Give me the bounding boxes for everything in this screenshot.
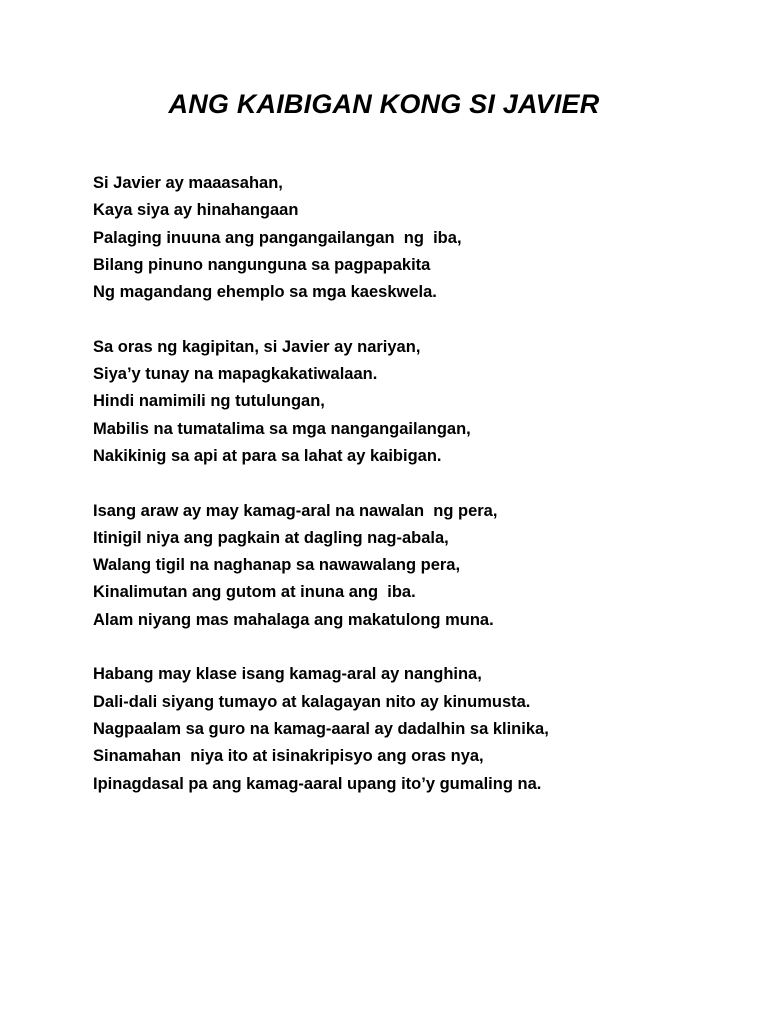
poem-line: Ipinagdasal pa ang kamag-aaral upang ito’y gumaling na. <box>93 774 542 793</box>
poem-body <box>93 170 733 825</box>
poem-line: Ng magandang ehemplo sa mga kaeskwela. <box>93 283 437 302</box>
poem-line: Palaging inuuna ang pangangailangan ng iba, <box>93 228 462 247</box>
stanza-1 <box>93 170 733 306</box>
poem-line: Kinalimutan ang gutom at inuna ang iba. <box>93 583 416 602</box>
poem-line: Kaya siya ay hinahangaan <box>93 201 299 220</box>
poem-line: Habang may klase isang kamag-aral ay nanghina, <box>93 665 482 684</box>
poem-line: Sa oras ng kagipitan, si Javier ay nariyan, <box>93 337 421 356</box>
poem-line: Walang tigil na naghanap sa nawawalang pera, <box>93 556 461 575</box>
poem-line: Isang araw ay may kamag-aral na nawalan ng pera, <box>93 501 498 520</box>
stanza-3 <box>93 498 733 634</box>
poem-line: Siya’y tunay na mapagkakatiwalaan. <box>93 365 378 384</box>
poem-line: Hindi namimili ng tutulungan, <box>93 392 325 411</box>
poem-title: ANG KAIBIGAN KONG SI JAVIER <box>168 89 600 119</box>
poem-line: Nagpaalam sa guro na kamag-aaral ay dadalhin sa klinika, <box>93 719 549 738</box>
poem-line: Dali-dali siyang tumayo at kalagayan nito ay kinumusta. <box>93 692 531 711</box>
poem-line: Sinamahan niya ito at isinakripisyo ang oras nya, <box>93 747 484 766</box>
poem-line: Si Javier ay maaasahan, <box>93 174 283 192</box>
poem-line: Alam niyang mas mahalaga ang makatulong muna. <box>93 610 494 629</box>
stanza-2 <box>93 334 733 470</box>
poem-line: Bilang pinuno nangunguna sa pagpapakita <box>93 255 431 274</box>
stanza-4 <box>93 661 733 797</box>
poem-line: Itinigil niya ang pagkain at dagling nag-abala, <box>93 528 449 547</box>
poem-line: Nakikinig sa api at para sa lahat ay kaibigan. <box>93 446 442 465</box>
poem-line: Mabilis na tumatalima sa mga nangangailangan, <box>93 419 471 438</box>
